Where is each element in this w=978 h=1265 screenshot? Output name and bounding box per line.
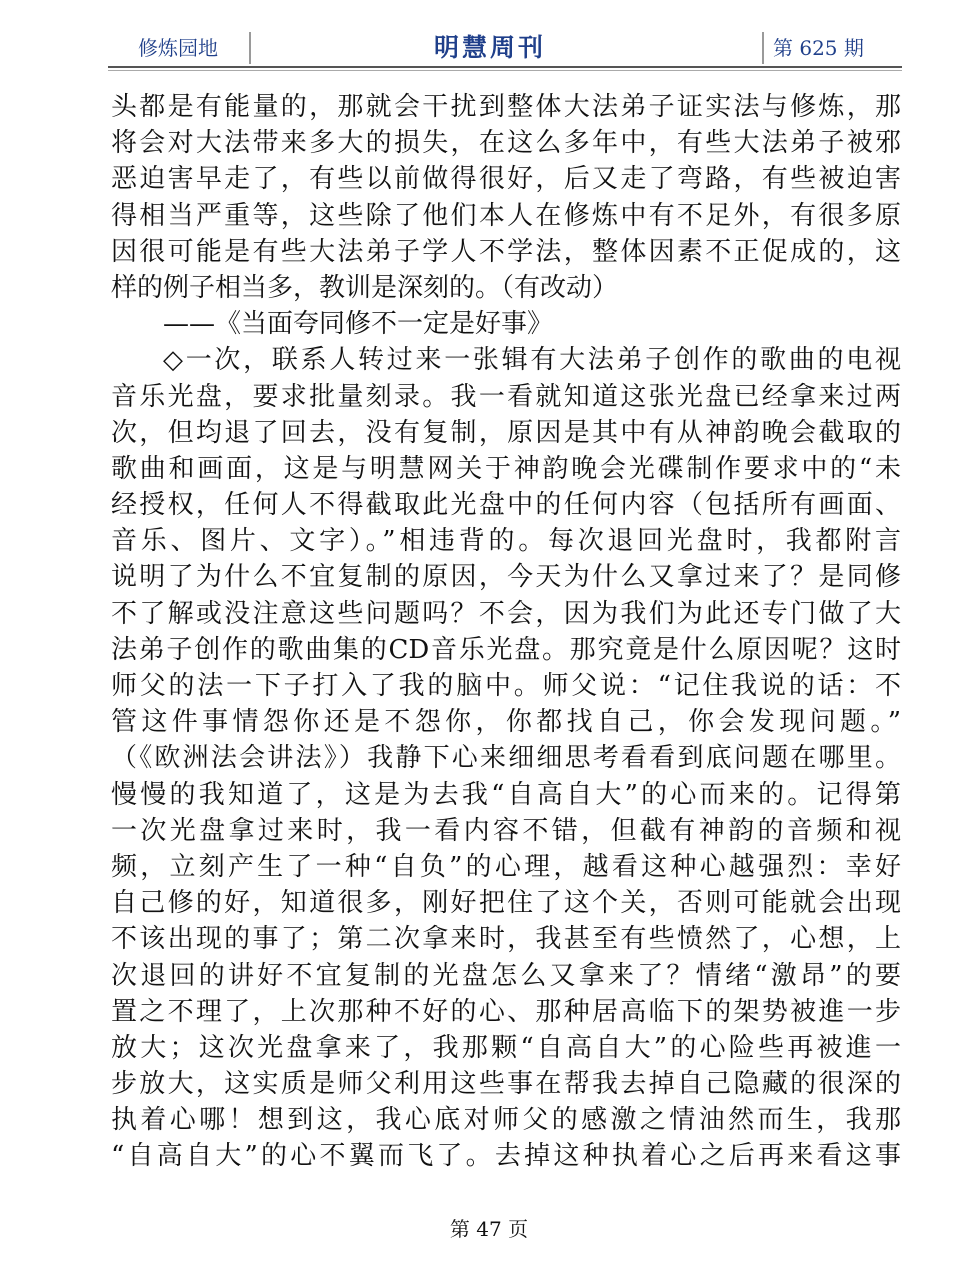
- text-line: 因很可能是有些大法弟子学人不学法，整体因素不正促成的，这: [111, 236, 901, 267]
- text-line: 样的例子相当多，教训是深刻的。（有改动）: [111, 272, 619, 303]
- publication-title: 明慧周刊: [434, 33, 547, 62]
- header-divider-left: [249, 32, 251, 64]
- article-body: [111, 89, 901, 1175]
- text-line: 次退回的讲好不宜复制的光盘怎么又拿来了？情绪“激昂”的要: [111, 960, 901, 991]
- text-line: 音乐光盘，要求批量刻录。我一看就知道这张光盘已经拿来过两: [111, 381, 901, 412]
- text-line: 经授权，任何人不得截取此光盘中的任何内容（包括所有画面、: [111, 490, 901, 521]
- text-line: 自己修的好，知道很多，刚好把住了这个关，否则可能就会出现: [111, 888, 901, 919]
- text-line: 音乐、图片、文字）。”相违背的。每次退回光盘时，我都附言: [111, 526, 901, 557]
- page-number: 第 47 页: [449, 1217, 529, 1241]
- text-line: 恶迫害早走了，有些以前做得很好，后又走了弯路，有些被迫害: [111, 164, 901, 195]
- text-line: 不了解或没注意这些问题吗？不会，因为我们为此还专门做了大: [111, 598, 901, 629]
- text-line: 将会对大法带来多大的损失，在这么多年中，有些大法弟子被邪: [111, 128, 901, 159]
- text-line: 头都是有能量的，那就会干扰到整体大法弟子证实法与修炼，那: [111, 92, 901, 122]
- header-divider-right: [762, 32, 764, 64]
- text-line: 次，但均退了回去，没有复制，原因是其中有从神韵晚会截取的: [111, 417, 901, 448]
- text-line: 得相当严重等，这些除了他们本人在修炼中有不足外，有很多原: [111, 200, 901, 231]
- text-line: 放大；这次光盘拿来了，我那颗“自高自大”的心险些再被進一: [111, 1032, 901, 1063]
- text-line: 慢慢的我知道了，这是为去我“自高自大”的心而来的。记得第: [111, 779, 901, 810]
- text-line: 歌曲和画面，这是与明慧网关于神韵晚会光碟制作要求中的“未: [111, 453, 901, 484]
- text-line: 不该出现的事了；第二次拿来时，我甚至有些愤然了，心想，上: [111, 924, 901, 955]
- text-line: 一次光盘拿过来时，我一看内容不错，但截有神韵的音频和视: [111, 815, 901, 846]
- text-line: 频，立刻产生了一种“自负”的心理，越看这种心越强烈：幸好: [111, 851, 901, 882]
- issue-number: 第 625 期: [773, 36, 864, 60]
- text-line: 执着心哪！想到这，我心底对师父的感激之情油然而生，我那: [111, 1105, 901, 1136]
- text-line: 法弟子创作的歌曲集的CD音乐光盘。那究竟是什么原因呢？这时: [111, 634, 901, 665]
- text-line: 说明了为什么不宜复制的原因，今天为什么又拿过来了？是同修: [111, 562, 901, 593]
- header-rule: [108, 66, 902, 68]
- source-citation: ——《当面夸同修不一定是好事》: [163, 309, 554, 340]
- header-rule-thin: [108, 70, 902, 71]
- text-line: （《欧洲法会讲法》）我静下心来细细思考看看到底问题在哪里。: [111, 743, 901, 774]
- text-line: 师父的法一下子打入了我的脑中。师父说：“记住我说的话：不: [111, 671, 901, 701]
- text-line: 管这件事情怨你还是不怨你，你都找自己，你会发现问题。”: [111, 707, 901, 738]
- section-name: 修炼园地: [138, 36, 218, 60]
- text-line: “自高自大”的心不翼而飞了。去掉这种执着心之后再来看这事: [111, 1141, 901, 1172]
- text-line: 步放大，这实质是师父利用这些事在帮我去掉自己隐藏的很深的: [111, 1069, 901, 1100]
- text-line: ◇一次，联系人转过来一张辑有大法弟子创作的歌曲的电视: [163, 345, 901, 376]
- text-line: 置之不理了，上次那种不好的心、那种居高临下的架势被進一步: [111, 996, 901, 1027]
- page-header: [108, 28, 902, 66]
